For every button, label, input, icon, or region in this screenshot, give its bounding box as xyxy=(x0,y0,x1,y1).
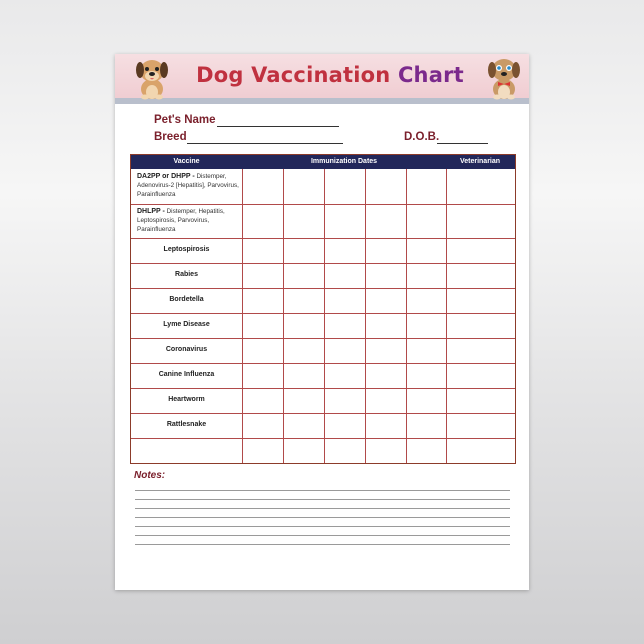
header-dates: Immunization Dates xyxy=(310,158,378,165)
vaccine-name-bordetella: Bordetella xyxy=(169,296,204,303)
grid-row-line xyxy=(131,313,515,314)
grid-row-line xyxy=(131,204,515,205)
grid-row-line xyxy=(131,413,515,414)
grid-column-line xyxy=(242,169,243,463)
vaccine-name: DHLPP - xyxy=(137,208,165,215)
title-main: Dog Vaccination xyxy=(196,63,391,87)
grid-row-line xyxy=(131,338,515,339)
vaccination-table xyxy=(130,154,516,464)
vaccine-name-rattlesnake: Rattlesnake xyxy=(166,421,207,428)
vaccine-name-dhlpp xyxy=(137,207,241,234)
vaccine-detail: Distemper, Hepatitis, Leptospirosis, Parvovirus, Parainfluenza xyxy=(137,208,225,233)
grid-column-line xyxy=(324,169,325,463)
grid-row-line xyxy=(131,363,515,364)
puppy-icon xyxy=(133,56,171,100)
vaccine-name-canine-influenza: Canine Influenza xyxy=(158,371,215,378)
pet-name-label: Pet's Name xyxy=(154,114,216,126)
notes-line[interactable] xyxy=(135,544,510,545)
notes-line[interactable] xyxy=(135,490,510,491)
grid-column-line xyxy=(406,169,407,463)
grid-column-line xyxy=(365,169,366,463)
vaccine-name-da2pp xyxy=(137,172,241,199)
notes-line[interactable] xyxy=(135,508,510,509)
pet-name-line[interactable] xyxy=(217,126,339,127)
vaccine-name-coronavirus: Coronavirus xyxy=(165,346,208,353)
dob-line[interactable] xyxy=(437,143,488,144)
page-title xyxy=(185,63,475,87)
breed-label: Breed xyxy=(154,131,187,143)
vaccine-name-lyme: Lyme Disease xyxy=(163,321,210,328)
grid-row-line xyxy=(131,288,515,289)
banner-strip xyxy=(115,98,529,104)
puppy-bowtie-icon xyxy=(485,56,523,100)
notes-label: Notes: xyxy=(134,470,166,481)
dob-label: D.O.B. xyxy=(404,131,440,143)
breed-line[interactable] xyxy=(187,143,343,144)
vaccine-name-leptospirosis: Leptospirosis xyxy=(163,246,210,253)
table-header xyxy=(131,155,515,169)
grid-column-line xyxy=(446,169,447,463)
grid-row-line xyxy=(131,238,515,239)
vaccine-name: DA2PP or DHPP - xyxy=(137,173,195,180)
notes-line[interactable] xyxy=(135,499,510,500)
notes-line[interactable] xyxy=(135,535,510,536)
notes-line[interactable] xyxy=(135,526,510,527)
vaccine-name-heartworm: Heartworm xyxy=(168,396,205,403)
header-veterinarian: Veterinarian xyxy=(459,158,501,165)
title-chart: Chart xyxy=(397,63,464,87)
header-vaccine: Vaccine xyxy=(173,158,200,165)
vaccination-chart-sheet xyxy=(115,54,529,590)
grid-row-line xyxy=(131,438,515,439)
vaccine-detail: Distemper, Adenovirus-2 [Hepatitis], Parvovirus, Parainfluenza xyxy=(137,173,239,198)
notes-line[interactable] xyxy=(135,517,510,518)
grid-column-line xyxy=(283,169,284,463)
grid-row-line xyxy=(131,388,515,389)
grid-row-line xyxy=(131,263,515,264)
vaccine-name-rabies: Rabies xyxy=(175,271,198,278)
